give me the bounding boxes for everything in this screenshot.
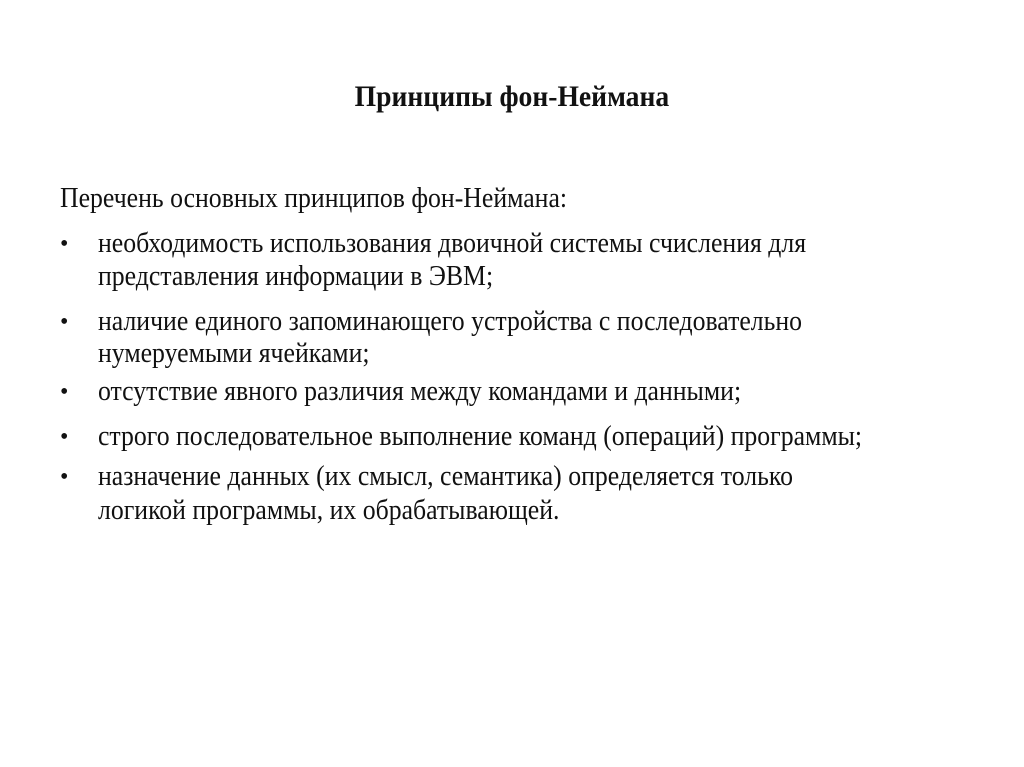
list-item-line: отсутствие явного различия между командами и данными; <box>98 376 742 407</box>
bullet-icon: • <box>60 379 69 405</box>
list-item-line: необходимость использования двоичной системы счисления для <box>98 228 807 259</box>
bullet-icon: • <box>60 464 69 490</box>
list-item-line: представления информации в ЭВМ; <box>98 261 494 292</box>
bullet-icon: • <box>60 231 69 257</box>
bullet-icon: • <box>60 309 69 335</box>
intro-text: Перечень основных принципов фон-Неймана: <box>60 183 568 214</box>
list-item-line: логикой программы, их обрабатывающей. <box>98 495 560 526</box>
slide-title-text: Принципы фон-Неймана <box>354 80 670 113</box>
list-item-line: строго последовательное выполнение команд (операций) программы; <box>98 421 863 452</box>
bullet-icon: • <box>60 424 69 450</box>
slide-title <box>0 78 1024 116</box>
list-item-line: нумеруемыми ячейками; <box>98 338 370 369</box>
list-item-line: назначение данных (их смысл, семантика) определяется только <box>98 461 793 492</box>
list-item-line: наличие единого запоминающего устройства с последовательно <box>98 306 803 337</box>
